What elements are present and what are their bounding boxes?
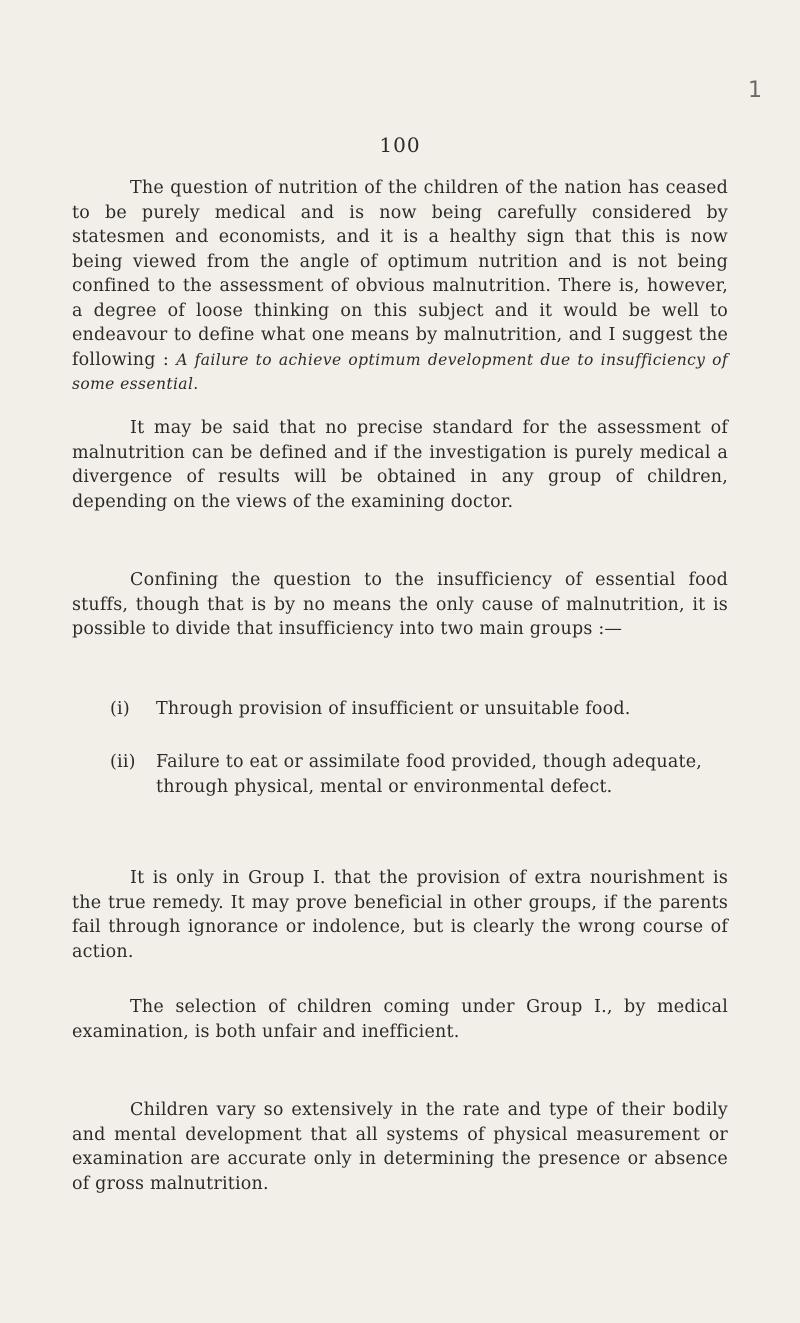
paragraph-intro bbox=[72, 176, 728, 397]
group-item-1 bbox=[110, 697, 728, 722]
corner-page-mark: 1 bbox=[748, 78, 762, 103]
group-marker: (ii) bbox=[110, 752, 136, 772]
paragraph-group-one: It is only in Group I. that the provision of extra nourishment is the true remedy. It may prove beneficial in other groups, if the parents fail through ignorance or indolence, but is clearly the wrong course of action. bbox=[72, 868, 728, 962]
malnutrition-definition: A failure to achieve optimum development due to insufficiency of some essential. bbox=[72, 350, 729, 393]
paragraph-children-vary: Children vary so extensively in the rate and type of their bodily and mental development that all systems of physical measurement or examination are accurate only in determining the presence or absence of gross malnutrition. bbox=[72, 1100, 728, 1194]
page-number: 100 bbox=[379, 133, 421, 157]
group-item-2 bbox=[110, 750, 728, 799]
paragraph-confining: Confining the question to the insufficiency of essential food stuffs, though that is by no means the only cause of malnutrition, it is possible to divide that insufficiency into two main groups :— bbox=[72, 570, 728, 639]
paragraph-standard: It may be said that no precise standard for the assessment of malnutrition can be defined and if the investigation is purely medical a divergence of results will be obtained in any group of children, depending on the views of the examining doctor. bbox=[72, 418, 728, 512]
paragraph-selection: The selection of children coming under Group I., by medical examination, is both unfair and inefficient. bbox=[72, 997, 728, 1042]
group-text: Through provision of insufficient or unsuitable food. bbox=[156, 699, 631, 719]
group-text: Failure to eat or assimilate food provided, though adequate, through physical, mental or environmental defect. bbox=[156, 752, 703, 797]
group-marker: (i) bbox=[110, 699, 130, 719]
intro-text: The question of nutrition of the children of the nation has ceased to be purely medical and is now being carefully considered by statesmen and economists, and it is a healthy sign that this is now being viewed from the angle of optimum nutrition and is not being confined to the assessment of obvious malnutrition. There is, however, a degree of loose thinking on this subject and it would be well to endeavour to define what one means by malnutrition, and I suggest the following : bbox=[72, 178, 728, 370]
